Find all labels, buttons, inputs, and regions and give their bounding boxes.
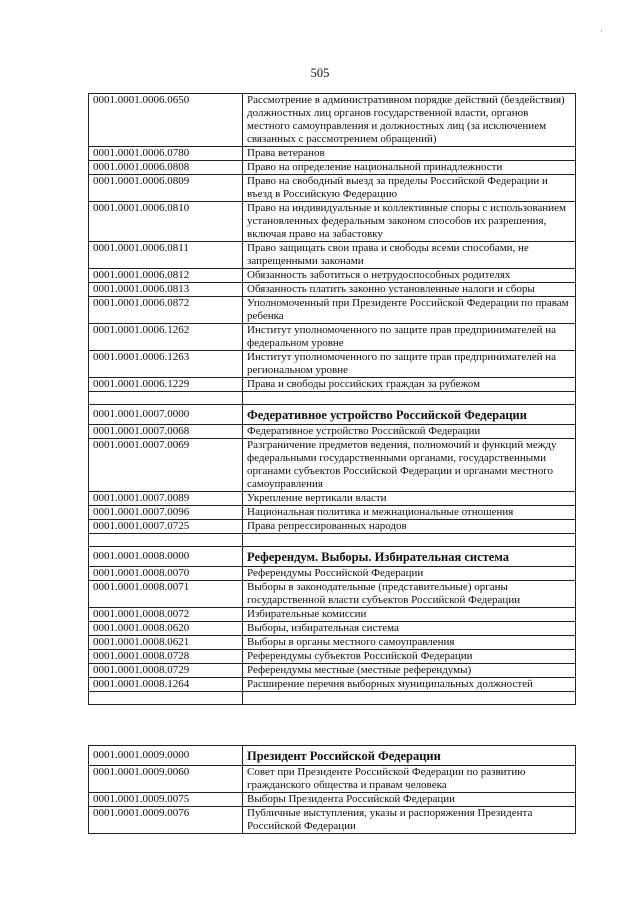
table-row	[89, 161, 576, 175]
topic-description: Федеративное устройство Российской Федерации	[243, 425, 576, 439]
blank-cell	[89, 392, 243, 405]
topic-description: Право на определение национальной принадлежности	[243, 161, 576, 175]
classifier-code: 0001.0001.0007.0089	[89, 492, 243, 506]
classifier-code: 0001.0001.0007.0069	[89, 439, 243, 492]
topic-description: Выборы, избирательная система	[243, 622, 576, 636]
table-row	[89, 283, 576, 297]
topic-description: Обязанность платить законно установленные налоги и сборы	[243, 283, 576, 297]
classifier-code: 0001.0001.0009.0000	[89, 746, 243, 766]
table-row	[89, 147, 576, 161]
topic-description: Укрепление вертикали власти	[243, 492, 576, 506]
corner-mark: ·	[600, 26, 603, 36]
topic-description: Национальная политика и межнациональные отношения	[243, 506, 576, 520]
table-row	[89, 425, 576, 439]
classifier-code: 0001.0001.0007.0068	[89, 425, 243, 439]
classifier-code: 0001.0001.0006.1263	[89, 351, 243, 378]
topic-description: Права ветеранов	[243, 147, 576, 161]
classifier-code: 0001.0001.0008.0621	[89, 636, 243, 650]
classifier-code: 0001.0001.0008.0072	[89, 608, 243, 622]
topic-description: Расширение перечня выборных муниципальных должностей	[243, 678, 576, 692]
classifier-code: 0001.0001.0009.0076	[89, 807, 243, 834]
classifier-code: 0001.0001.0008.1264	[89, 678, 243, 692]
classifier-code: 0001.0001.0009.0060	[89, 766, 243, 793]
classifier-code: 0001.0001.0006.0650	[89, 94, 243, 147]
table-row	[89, 650, 576, 664]
section-header-row	[89, 547, 576, 567]
table-row	[89, 506, 576, 520]
page-number: 505	[310, 66, 330, 80]
topic-description: Референдумы Российской Федерации	[243, 567, 576, 581]
topic-description: Публичные выступления, указы и распоряжения Президента Российской Федерации	[243, 807, 576, 834]
table-row	[89, 439, 576, 492]
classifier-code: 0001.0001.0006.1262	[89, 324, 243, 351]
classifier-code: 0001.0001.0006.0872	[89, 297, 243, 324]
blank-cell	[243, 692, 576, 705]
blank-row	[89, 692, 576, 705]
table-row	[89, 581, 576, 608]
table-row	[89, 378, 576, 392]
classifier-code: 0001.0001.0007.0000	[89, 405, 243, 425]
table-row	[89, 297, 576, 324]
classifier-code: 0001.0001.0006.0808	[89, 161, 243, 175]
topic-description: Право на индивидуальные и коллективные споры с использованием установленных федеральным законом способов их разрешения, включая право на забастовку	[243, 202, 576, 242]
blank-row	[89, 392, 576, 405]
topic-description: Выборы Президента Российской Федерации	[243, 793, 576, 807]
table-row	[89, 324, 576, 351]
topic-description: Совет при Президенте Российской Федерации по развитию гражданского общества и правам человека	[243, 766, 576, 793]
topic-description: Обязанность заботиться о нетрудоспособных родителях	[243, 269, 576, 283]
classifier-code: 0001.0001.0007.0096	[89, 506, 243, 520]
classifier-code: 0001.0001.0006.0780	[89, 147, 243, 161]
classifier-table-president	[88, 745, 576, 834]
blank-cell	[89, 692, 243, 705]
blank-cell	[243, 392, 576, 405]
topic-description: Рассмотрение в административном порядке действий (бездействия) должностных лиц органов государственной власти, органов местного самоуправления и должностных лиц (за исключением связанных с рассмотрением обращений)	[243, 94, 576, 147]
section-title: Президент Российской Федерации	[243, 746, 576, 766]
table-row	[89, 793, 576, 807]
table-row	[89, 351, 576, 378]
topic-description: Уполномоченный при Президенте Российской Федерации по правам ребенка	[243, 297, 576, 324]
table-row	[89, 520, 576, 534]
table-row	[89, 636, 576, 650]
topic-description: Разграничение предметов ведения, полномочий и функций между федеральными государственными органами, государственными органами субъектов Российской Федерации и органами местного самоуправления	[243, 439, 576, 492]
classifier-code: 0001.0001.0006.0812	[89, 269, 243, 283]
topic-description: Выборы в законодательные (представительные) органы государственной власти субъектов Российской Федерации	[243, 581, 576, 608]
classifier-code: 0001.0001.0009.0075	[89, 793, 243, 807]
topic-description: Избирательные комиссии	[243, 608, 576, 622]
classifier-code: 0001.0001.0008.0620	[89, 622, 243, 636]
topic-description: Выборы в органы местного самоуправления	[243, 636, 576, 650]
blank-cell	[89, 534, 243, 547]
classifier-code: 0001.0001.0008.0000	[89, 547, 243, 567]
section-header-row	[89, 405, 576, 425]
classifier-code: 0001.0001.0006.0813	[89, 283, 243, 297]
section-title: Референдум. Выборы. Избирательная система	[243, 547, 576, 567]
classifier-code: 0001.0001.0006.0811	[89, 242, 243, 269]
table-row	[89, 664, 576, 678]
classifier-code: 0001.0001.0008.0071	[89, 581, 243, 608]
topic-description: Референдумы местные (местные референдумы)	[243, 664, 576, 678]
table-row	[89, 269, 576, 283]
topic-description: Право на свободный выезд за пределы Российской Федерации и въезд в Российскую Федерацию	[243, 175, 576, 202]
table-row	[89, 807, 576, 834]
table-row	[89, 567, 576, 581]
classifier-code: 0001.0001.0008.0070	[89, 567, 243, 581]
classifier-code: 0001.0001.0006.0809	[89, 175, 243, 202]
topic-description: Право защищать свои права и свободы всеми способами, не запрещенными законами	[243, 242, 576, 269]
classifier-code: 0001.0001.0007.0725	[89, 520, 243, 534]
table-row	[89, 678, 576, 692]
table-row	[89, 766, 576, 793]
table-row	[89, 492, 576, 506]
blank-cell	[243, 534, 576, 547]
table-row	[89, 175, 576, 202]
table-row	[89, 242, 576, 269]
classifier-code: 0001.0001.0008.0728	[89, 650, 243, 664]
topic-description: Референдумы субъектов Российской Федерации	[243, 650, 576, 664]
topic-description: Институт уполномоченного по защите прав предпринимателей на федеральном уровне	[243, 324, 576, 351]
blank-row	[89, 534, 576, 547]
section-title: Федеративное устройство Российской Федерации	[243, 405, 576, 425]
table-row	[89, 202, 576, 242]
topic-description: Права и свободы российских граждан за рубежом	[243, 378, 576, 392]
topic-description: Институт уполномоченного по защите прав предпринимателей на региональном уровне	[243, 351, 576, 378]
classifier-code: 0001.0001.0006.1229	[89, 378, 243, 392]
table-row	[89, 94, 576, 147]
classifier-table-main	[88, 93, 576, 705]
topic-description: Права репрессированных народов	[243, 520, 576, 534]
table-row	[89, 608, 576, 622]
table-row	[89, 622, 576, 636]
section-header-row	[89, 746, 576, 766]
classifier-code: 0001.0001.0008.0729	[89, 664, 243, 678]
classifier-code: 0001.0001.0006.0810	[89, 202, 243, 242]
